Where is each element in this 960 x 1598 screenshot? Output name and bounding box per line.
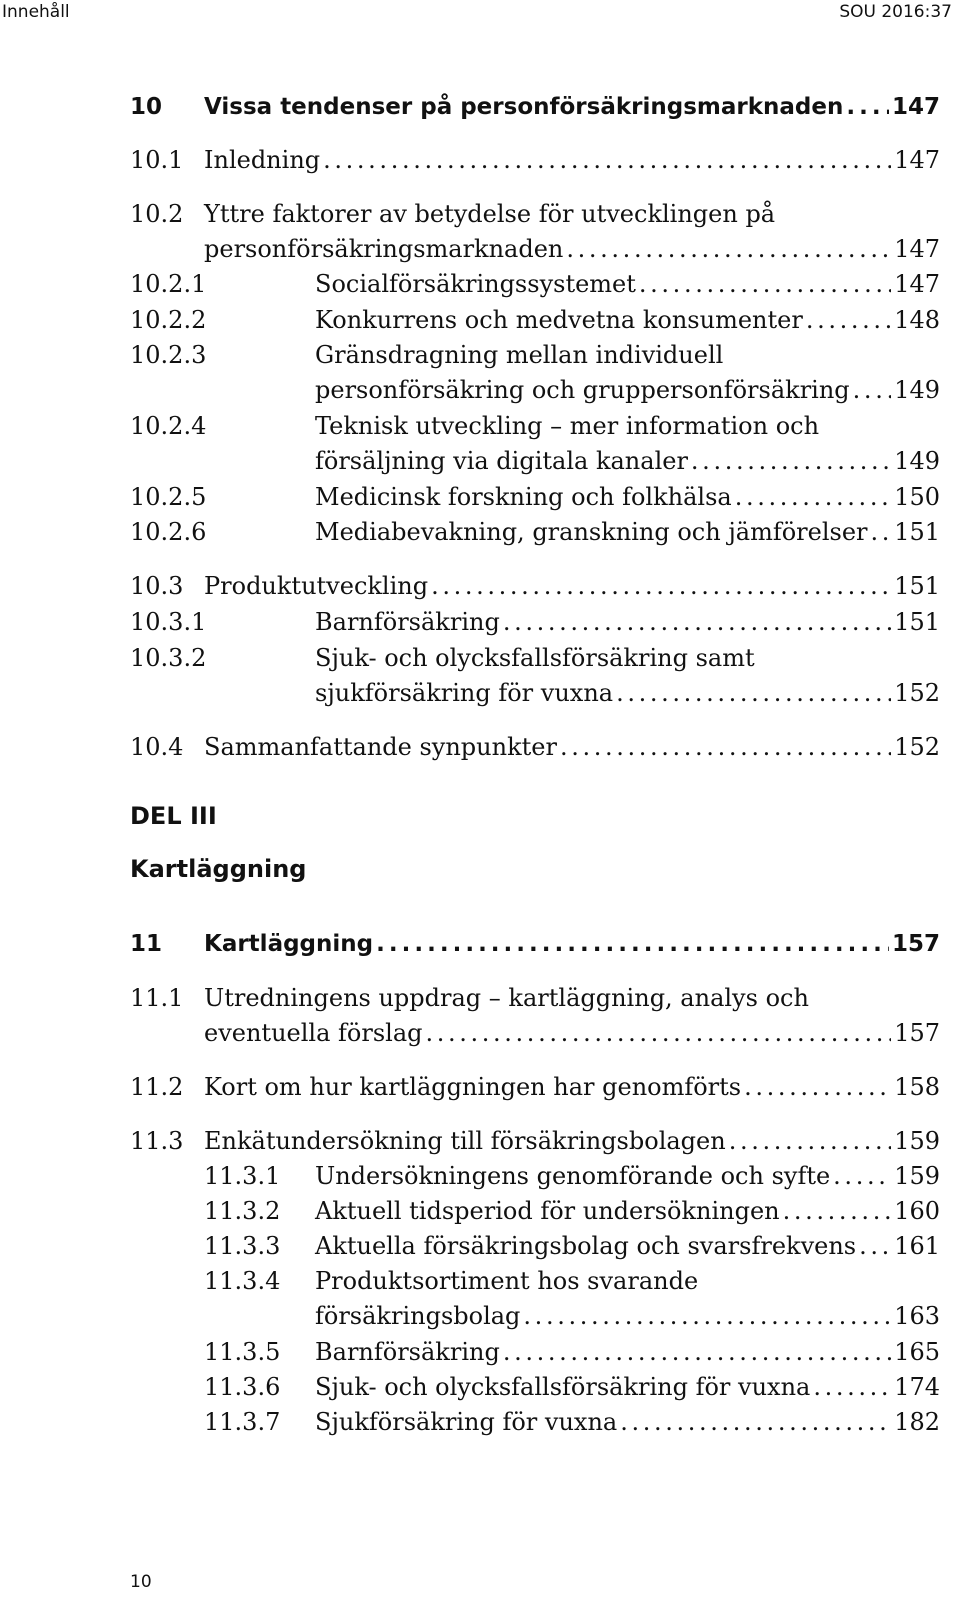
toc-title-line1: Utredningens uppdrag – kartläggning, analys och	[204, 984, 809, 1012]
toc-number: 10.3.2	[130, 644, 207, 672]
toc-title: Aktuella försäkringsbolag och svarsfrekvens	[315, 1232, 857, 1260]
toc-page: 152	[894, 733, 940, 761]
toc-title-line1: Yttre faktorer av betydelse för utvecklingen på	[204, 200, 776, 228]
toc-page: 158	[894, 1073, 940, 1101]
leader-dots	[639, 267, 891, 302]
toc-number: 11.1	[130, 984, 184, 1012]
toc-number: 10.2.6	[130, 518, 207, 546]
toc-subsection-11-3-3[interactable]	[130, 1229, 940, 1264]
toc-page: 151	[894, 608, 940, 636]
leader-dots	[503, 605, 891, 640]
toc-title: Kartläggning	[204, 931, 374, 957]
toc-page: 147	[894, 146, 940, 174]
toc-title: sjukförsäkring för vuxna	[315, 679, 614, 707]
toc-number: 10.3	[130, 572, 184, 600]
toc-title: Aktuell tidsperiod för undersökningen	[315, 1197, 780, 1225]
leader-dots	[846, 90, 889, 125]
leader-dots	[859, 1229, 891, 1264]
leader-dots	[431, 569, 891, 604]
toc-number: 10.3.1	[130, 608, 207, 636]
toc-subsection-10-2-6[interactable]	[130, 515, 940, 550]
toc-number: 11	[130, 931, 163, 957]
leader-dots	[853, 373, 892, 408]
toc-title: eventuella förslag	[204, 1019, 423, 1047]
toc-title: Barnförsäkring	[315, 608, 500, 636]
toc-title: försäkringsbolag	[315, 1302, 521, 1330]
toc-title: Produktutveckling	[204, 572, 429, 600]
toc-chapter-10[interactable]	[130, 90, 940, 125]
leader-dots	[813, 1370, 891, 1405]
toc-title: personförsäkring och gruppersonförsäkring	[315, 376, 850, 404]
toc-number: 10.2.4	[130, 412, 207, 440]
toc-chapter-11[interactable]	[130, 927, 940, 962]
leader-dots	[523, 1299, 891, 1334]
toc-subsection-10-2-5[interactable]	[130, 480, 940, 515]
toc-title: Inledning	[204, 146, 321, 174]
toc-page: 174	[894, 1373, 940, 1401]
toc-page: 161	[894, 1232, 940, 1260]
toc-subsection-11-3-1[interactable]	[130, 1159, 940, 1194]
leader-dots	[806, 303, 891, 338]
toc-page: 159	[894, 1162, 940, 1190]
toc-title-line1: Produktsortiment hos svarande	[315, 1267, 699, 1295]
toc-page: 182	[894, 1408, 940, 1436]
toc-subsection-11-3-5[interactable]	[130, 1335, 940, 1370]
page-number: 10	[130, 1572, 152, 1592]
toc-section-11-2[interactable]	[130, 1070, 940, 1105]
toc-page: 151	[894, 572, 940, 600]
leader-dots	[691, 444, 891, 479]
leader-dots	[735, 480, 891, 515]
toc-number: 11.3.7	[204, 1408, 281, 1436]
toc-subsection-10-2-1[interactable]	[130, 267, 940, 302]
toc-title: Socialförsäkringssystemet	[315, 270, 636, 298]
toc-number: 10.2.5	[130, 483, 207, 511]
toc-number: 10.1	[130, 146, 184, 174]
toc-number: 10	[130, 94, 163, 120]
toc-page: 149	[894, 376, 940, 404]
toc-number: 11.3.4	[204, 1267, 281, 1295]
toc-number: 10.4	[130, 733, 184, 761]
toc-page: 147	[894, 235, 940, 263]
toc-title: Sjuk- och olycksfallsförsäkring för vuxna	[315, 1373, 811, 1401]
toc-section-10-1[interactable]	[130, 143, 940, 178]
toc-page: 149	[894, 447, 940, 475]
leader-dots	[729, 1124, 891, 1159]
toc-title: försäljning via digitala kanaler	[315, 447, 688, 475]
toc-page: 151	[894, 518, 940, 546]
toc-title: Sammanfattande synpunkter	[204, 733, 557, 761]
toc-subsection-11-3-4[interactable]	[130, 1264, 940, 1334]
toc-subsection-10-2-2[interactable]	[130, 303, 940, 338]
toc-title: personförsäkringsmarknaden	[204, 235, 564, 263]
leader-dots	[323, 143, 891, 178]
toc-title: Vissa tendenser på personförsäkringsmarknaden	[204, 94, 844, 120]
leader-dots	[744, 1070, 891, 1105]
toc-page: 147	[894, 270, 940, 298]
toc-page: 157	[894, 1019, 940, 1047]
toc-subsection-10-3-1[interactable]	[130, 605, 940, 640]
toc-page: 147	[891, 94, 940, 120]
toc-number: 11.2	[130, 1073, 184, 1101]
toc-subsection-11-3-7[interactable]	[130, 1405, 940, 1440]
toc-title: Undersökningens genomförande och syfte	[315, 1162, 831, 1190]
toc-number: 10.2	[130, 200, 184, 228]
header-report-id: SOU 2016:37	[839, 2, 952, 22]
leader-dots	[616, 676, 891, 711]
toc-section-10-2[interactable]	[130, 197, 940, 267]
toc-page: 165	[894, 1338, 940, 1366]
toc-page: 160	[894, 1197, 940, 1225]
toc-page: 159	[894, 1127, 940, 1155]
toc-number: 11.3.2	[204, 1197, 281, 1225]
toc-subsection-11-3-2[interactable]	[130, 1194, 940, 1229]
leader-dots	[566, 232, 891, 267]
toc-subsection-11-3-6[interactable]	[130, 1370, 940, 1405]
toc-title: Konkurrens och medvetna konsumenter	[315, 306, 803, 334]
leader-dots	[833, 1159, 891, 1194]
toc-section-10-4[interactable]	[130, 730, 940, 765]
toc-title: Mediabevakning, granskning och jämförelser	[315, 518, 868, 546]
toc-number: 10.2.1	[130, 270, 207, 298]
toc-section-10-3[interactable]	[130, 569, 940, 604]
toc-page: 163	[894, 1302, 940, 1330]
toc-title: Kort om hur kartläggningen har genomförts	[204, 1073, 742, 1101]
toc-title: Medicinsk forskning och folkhälsa	[315, 483, 732, 511]
toc-number: 11.3	[130, 1127, 184, 1155]
toc-number: 10.2.2	[130, 306, 207, 334]
toc-number: 10.2.3	[130, 341, 207, 369]
toc-page: 157	[891, 931, 940, 957]
toc-subsection-10-2-3[interactable]	[130, 338, 940, 408]
toc-section-11-3[interactable]	[130, 1124, 940, 1159]
header-section-label: Innehåll	[2, 2, 70, 22]
part-label: DEL III	[130, 802, 217, 830]
toc-title-line1: Teknisk utveckling – mer information och	[315, 412, 820, 440]
toc-page: 148	[894, 306, 940, 334]
toc-section-11-1[interactable]	[130, 981, 940, 1051]
toc-subsection-10-2-4[interactable]	[130, 409, 940, 479]
toc-title-line1: Gränsdragning mellan individuell	[315, 341, 724, 369]
toc-number: 11.3.3	[204, 1232, 281, 1260]
toc-title: Barnförsäkring	[315, 1338, 500, 1366]
leader-dots	[376, 927, 889, 962]
leader-dots	[871, 515, 892, 550]
leader-dots	[783, 1194, 892, 1229]
toc-number: 11.3.5	[204, 1338, 281, 1366]
toc-page: 150	[894, 483, 940, 511]
toc-title: Sjukförsäkring för vuxna	[315, 1408, 618, 1436]
leader-dots	[503, 1335, 891, 1370]
part-title: Kartläggning	[130, 855, 307, 883]
leader-dots	[620, 1405, 891, 1440]
leader-dots	[560, 730, 891, 765]
toc-number: 11.3.1	[204, 1162, 281, 1190]
running-header	[0, 0, 960, 22]
toc-number: 11.3.6	[204, 1373, 281, 1401]
toc-page: 152	[894, 679, 940, 707]
toc-title: Enkätundersökning till försäkringsbolagen	[204, 1127, 726, 1155]
toc-subsection-10-3-2[interactable]	[130, 641, 940, 711]
toc-title-line1: Sjuk- och olycksfallsförsäkring samt	[315, 644, 755, 672]
leader-dots	[425, 1016, 891, 1051]
